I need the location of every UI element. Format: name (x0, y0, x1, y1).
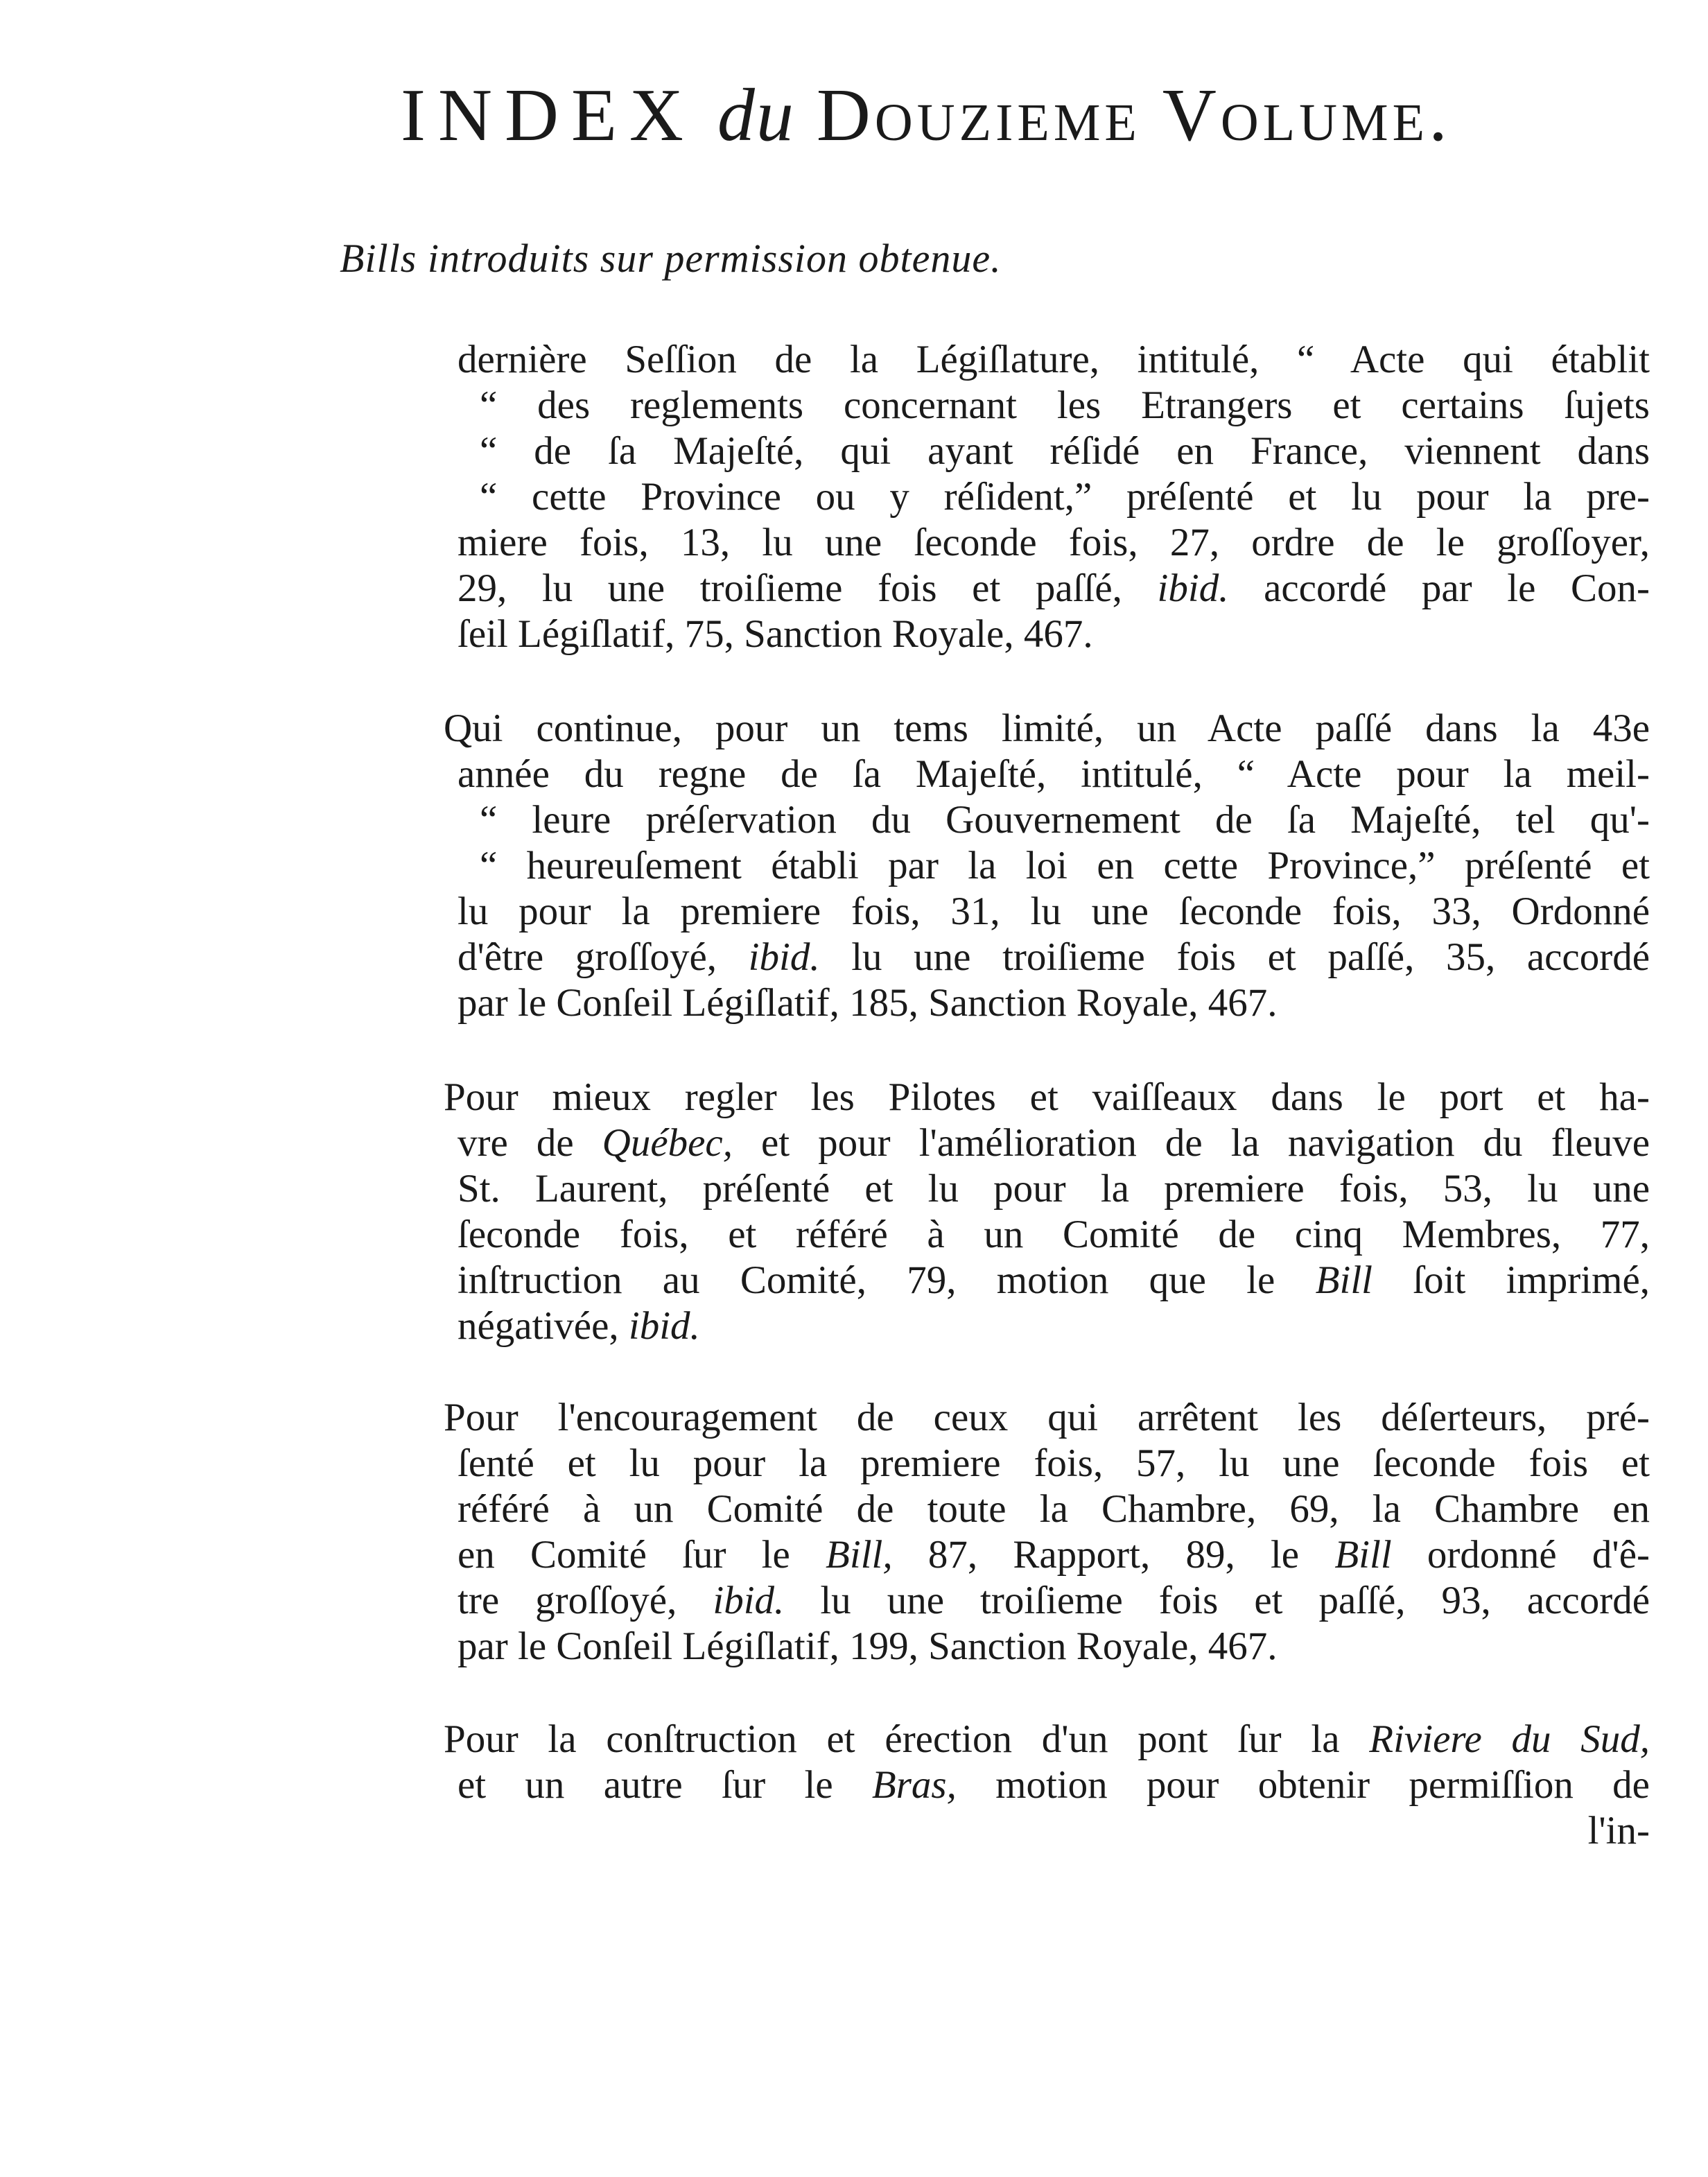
text-line (458, 1120, 1650, 1166)
text-run: inſtruction au Comité, 79, motion que le (458, 1258, 1316, 1302)
text-run: lu une troiſieme fois et paſſé, 35, accordé (819, 935, 1650, 979)
index-entry-deserteurs (444, 1395, 1650, 1669)
text-line (458, 797, 1650, 843)
index-entry-etrangers (458, 337, 1650, 657)
text-run: Pour mieux regler les Pilotes et vaiſſeaux dans le port et ha- (444, 1075, 1650, 1119)
text-run: Qui continue, pour un tems limité, un Acte paſſé dans la 43e (444, 706, 1650, 750)
text-line (458, 1762, 1650, 1808)
text-run: ſeconde fois, et référé à un Comité de cinq Membres, 77, (458, 1213, 1650, 1256)
text-run: en Comité ſur le (458, 1533, 826, 1577)
text-line (444, 1717, 1650, 1762)
italic-run: Bill (1315, 1258, 1372, 1302)
text-run: ſenté et lu pour la premiere fois, 57, lu une ſeconde fois et (458, 1441, 1650, 1485)
text-run: 29, lu une troiſieme fois et paſſé, (458, 566, 1158, 610)
text-run: tre groſſoyé, (458, 1579, 713, 1622)
text-run: par le Conſeil Légiſlatif, 185, Sanction Royale, 467. (458, 981, 1278, 1025)
text-run: lu une troiſieme fois et paſſé, 93, accordé (784, 1579, 1650, 1622)
title-index: INDEX (401, 74, 696, 157)
text-run: ordonné d'ê- (1391, 1533, 1650, 1577)
text-run: vre de (458, 1121, 602, 1165)
title-du: du (717, 74, 795, 157)
index-entry-pilotes (444, 1075, 1650, 1349)
italic-run: ibid. (628, 1304, 700, 1348)
text-line (458, 520, 1650, 566)
text-run: “ cette Province ou y réſident,” préſenté et lu pour la pre- (480, 475, 1650, 519)
text-run: dernière Seſſion de la Légiſlature, intitulé, “ Acte qui établit (458, 338, 1650, 381)
text-line (458, 752, 1650, 797)
text-run: accordé par le Con- (1228, 566, 1650, 610)
section-title: Bills introduits sur permission obtenue. (340, 236, 1002, 281)
text-line (458, 337, 1650, 383)
text-line (458, 1303, 1650, 1349)
title-volume: Volume. (1162, 74, 1452, 157)
italic-run: Bras, (871, 1763, 957, 1807)
text-line (458, 1166, 1650, 1212)
text-line (458, 1258, 1650, 1303)
text-line (458, 1532, 1650, 1578)
text-run: ſoit imprimé, (1372, 1258, 1650, 1302)
italic-run: Québec, (602, 1121, 733, 1165)
text-line (458, 1212, 1650, 1258)
text-run: St. Laurent, préſenté et lu pour la premiere fois, 53, lu une (458, 1167, 1650, 1211)
italic-run: Bill (1334, 1533, 1392, 1577)
text-run: miere fois, 13, lu une ſeconde fois, 27, ordre de le groſſoyer, (458, 521, 1650, 564)
text-run: “ leure préſervation du Gouvernement de ſa Majeſté, tel qu'- (480, 798, 1650, 842)
catchword (458, 1808, 1650, 1854)
text-run: “ des reglements concernant les Etrangers et certains ſujets (480, 383, 1650, 427)
index-entry-pont (444, 1717, 1650, 1854)
title-douzieme: Douzieme (816, 74, 1141, 157)
text-run: 87, Rapport, 89, le (892, 1533, 1335, 1577)
text-line (458, 612, 1650, 657)
text-run: motion pour obtenir permiſſion de (956, 1763, 1650, 1807)
text-line (458, 1486, 1650, 1532)
italic-run: ibid. (1157, 566, 1229, 610)
text-run: d'être groſſoyé, (458, 935, 749, 979)
index-entry-gouvernement (444, 706, 1650, 1026)
text-line (444, 1075, 1650, 1120)
italic-run: ibid. (713, 1579, 785, 1622)
text-line (458, 1441, 1650, 1486)
text-run: référé à un Comité de toute la Chambre, 69, la Chambre en (458, 1487, 1650, 1531)
text-run: année du regne de ſa Majeſté, intitulé, “ Acte pour la meil- (458, 752, 1650, 796)
text-line (458, 428, 1650, 474)
text-run: “ de ſa Majeſté, qui ayant réſidé en France, viennent dans (480, 429, 1650, 473)
text-line (458, 474, 1650, 520)
page-title (401, 71, 1607, 161)
text-line (458, 889, 1650, 935)
text-line (444, 706, 1650, 752)
text-run: négativée, (458, 1304, 629, 1348)
text-line (458, 383, 1650, 428)
italic-run: Bill, (826, 1533, 893, 1577)
italic-run: ibid. (748, 935, 820, 979)
text-line (458, 1624, 1650, 1669)
italic-run: Riviere du Sud, (1369, 1717, 1650, 1761)
text-line (444, 1395, 1650, 1441)
text-run: “ heureuſement établi par la loi en cette Province,” préſenté et (480, 844, 1650, 887)
text-line (458, 843, 1650, 889)
text-run: et pour l'amélioration de la navigation du fleuve (732, 1121, 1650, 1165)
text-line (458, 1578, 1650, 1624)
text-run: et un autre ſur le (458, 1763, 872, 1807)
text-run: Pour l'encouragement de ceux qui arrêtent les déſerteurs, pré- (444, 1396, 1650, 1439)
text-line (458, 980, 1650, 1026)
text-line (458, 566, 1650, 612)
text-run: par le Conſeil Légiſlatif, 199, Sanction Royale, 467. (458, 1624, 1278, 1668)
text-run: lu pour la premiere fois, 31, lu une ſeconde fois, 33, Ordonné (458, 890, 1650, 933)
catchword-text: l'in- (1587, 1809, 1650, 1853)
text-run: ſeil Légiſlatif, 75, Sanction Royale, 467. (458, 612, 1093, 656)
text-run: Pour la conſtruction et érection d'un pont ſur la (444, 1717, 1370, 1761)
text-line (458, 935, 1650, 980)
